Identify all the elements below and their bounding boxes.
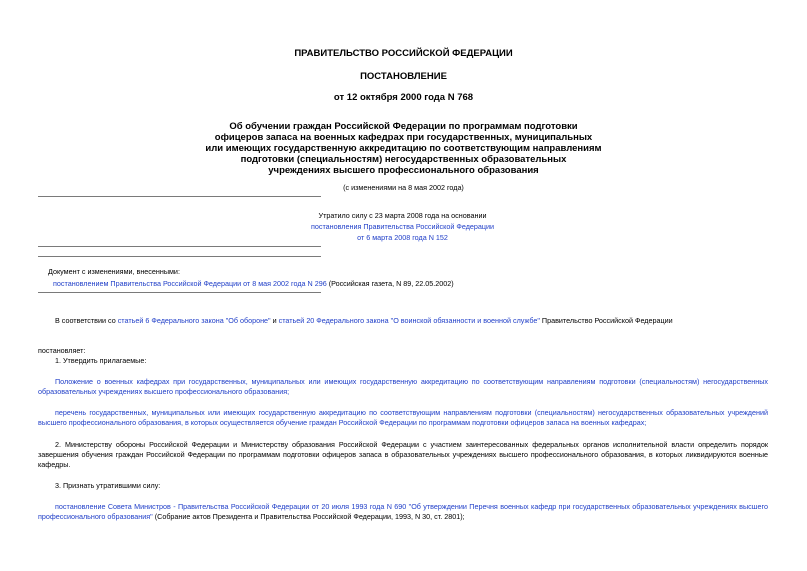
lost-force-text: Утратило силу с 23 марта 2008 года на основании	[318, 211, 487, 220]
divider	[38, 256, 321, 257]
preamble-mid: и	[270, 316, 279, 325]
repealed-paragraph	[38, 502, 768, 522]
preamble-suffix: Правительство Российской Федерации	[539, 316, 673, 325]
list-paragraph	[38, 408, 768, 428]
title-line: подготовки (специальностям) негосударственных образовательных	[240, 154, 567, 165]
lost-force-link[interactable]: постановления Правительства Российской Федерации	[310, 222, 495, 231]
amendment-note: (с изменениями на 8 мая 2002 года)	[343, 183, 464, 192]
document-type: ПОСТАНОВЛЕНИЕ	[360, 71, 447, 82]
amending-documents-block	[48, 266, 454, 290]
divider	[38, 196, 321, 197]
title-line: учреждениях высшего профессионального образования	[268, 165, 539, 176]
amending-documents-label: Документ с изменениями, внесенными:	[48, 267, 180, 276]
resolves-text: постановляет:	[38, 346, 86, 355]
item-1-text: 1. Утвердить прилагаемые:	[55, 356, 147, 365]
government-heading: ПРАВИТЕЛЬСТВО РОССИЙСКОЙ ФЕДЕРАЦИИ	[294, 48, 513, 59]
divider	[38, 292, 321, 293]
title-line: или имеющих государственную аккредитацию по соответствующим направлениям	[205, 143, 602, 154]
institutions-list-link[interactable]: перечень государственных, муниципальных или имеющих государственную аккредитацию по соответствующим направлениям подготовки (специальностям) негосударственных образовательных учреждений высшего профессионального образования, в которых осуществляется обучение граждан Российской Федерации по программам подготовки офицеров запаса на военных кафедрах;	[38, 408, 768, 427]
divider	[38, 246, 321, 247]
preamble-paragraph	[55, 316, 785, 326]
regulation-paragraph	[38, 377, 768, 397]
document-title	[0, 121, 807, 176]
lost-force-note	[300, 210, 505, 243]
preamble-prefix: В соответствии со	[55, 316, 118, 325]
document-date-number: от 12 октября 2000 года N 768	[333, 92, 474, 103]
regulation-link[interactable]: Положение о военных кафедрах при государственных, муниципальных или имеющих государственную аккредитацию по соответствующим направлениям подготовки (специальностям) негосударственных образовательных учреждениях высшего профессионального образования;	[38, 377, 768, 396]
item-3-text: 3. Признать утратившими силу:	[55, 481, 161, 490]
law-military-duty-article-link[interactable]: статьей 20 Федерального закона "О воинской обязанности и военной службе"	[278, 316, 540, 325]
lost-force-link-date[interactable]: от 6 марта 2008 года N 152	[357, 233, 448, 242]
repealed-source: (Собрание актов Президента и Правительства Российской Федерации, 1993, N 30, ст. 2801);	[152, 512, 465, 521]
law-defense-article-link[interactable]: статьей 6 Федерального закона "Об обороне"	[117, 316, 271, 325]
amending-document-link[interactable]: постановлением Правительства Российской Федерации от 8 мая 2002 года N 296	[53, 279, 327, 288]
title-line: офицеров запаса на военных кафедрах при государственных, муниципальных	[214, 132, 593, 143]
title-line: Об обучении граждан Российской Федерации по программам подготовки	[229, 121, 578, 132]
amending-document-source: (Российская газета, N 89, 22.05.2002)	[326, 279, 454, 288]
item-2-paragraph: 2. Министерству обороны Российской Федерации и Министерству образования Российской Федерации с участием заинтересованных федеральных органов исполнительной власти определить порядок завершения обучения граждан Российской Федерации по программам подготовки офицеров запаса в образовательных учреждениях высшего профессионального образования, в которых ликвидируются военные кафедры.	[38, 440, 768, 469]
repealed-resolution-link[interactable]: постановление Совета Министров - Правительства Российской Федерации от 20 июля 1993 года N 690 "Об утверждении Перечня военных кафедр при государственных образовательных учреждениях высшего профессионального образования"	[38, 502, 768, 521]
